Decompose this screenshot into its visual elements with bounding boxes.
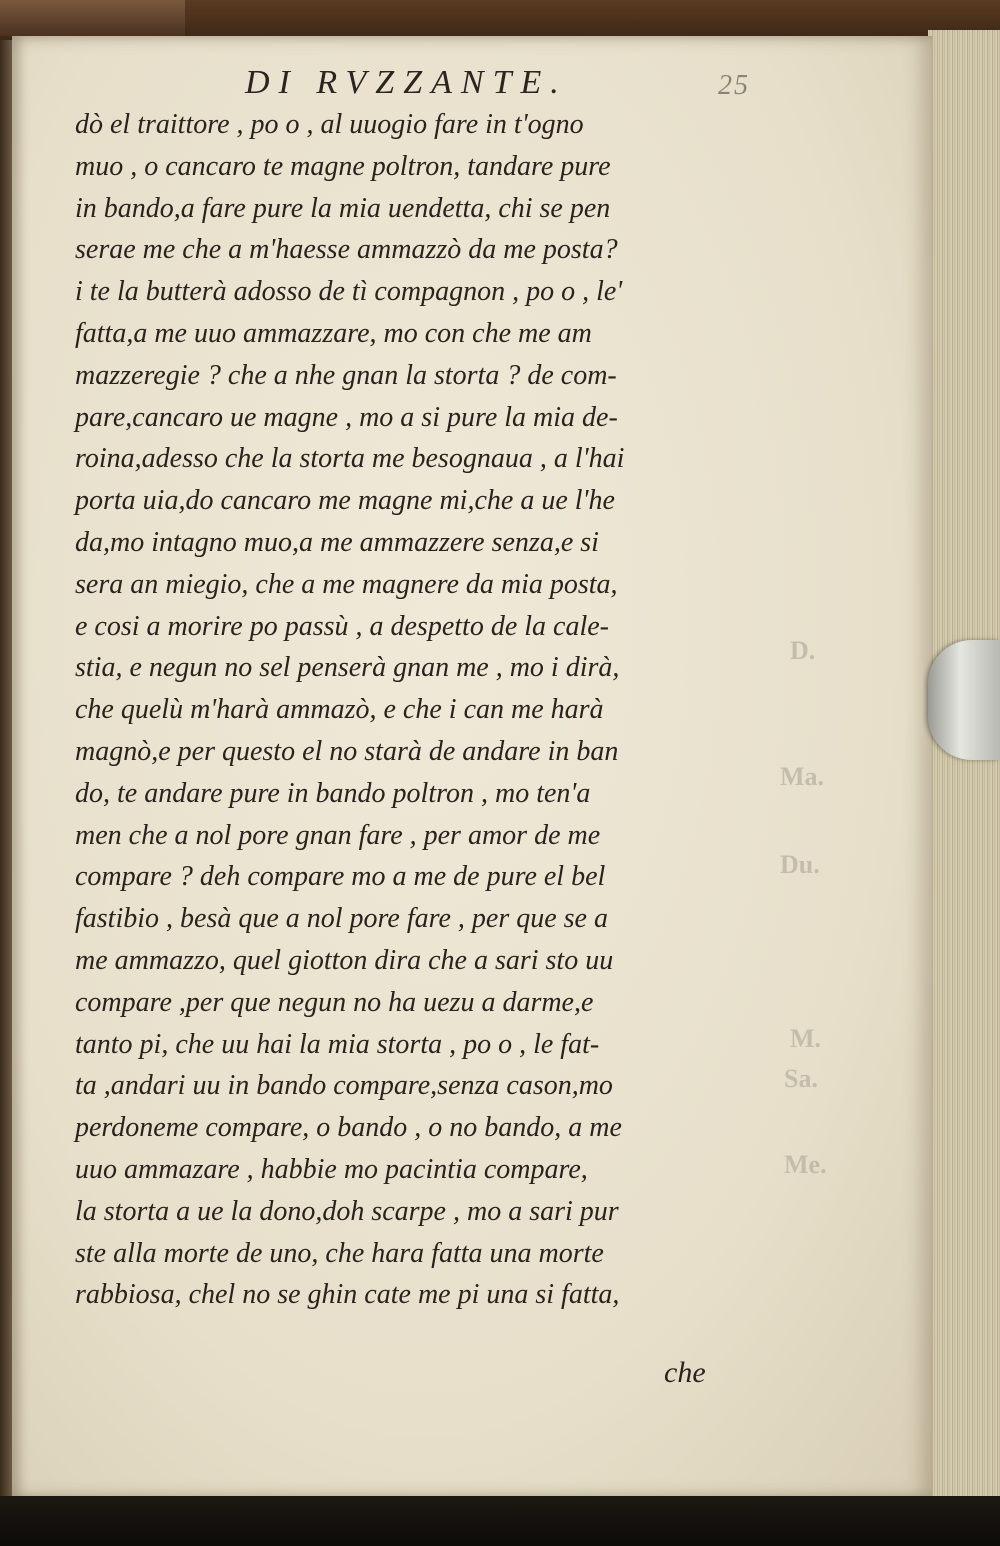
text-line: ta ,andari uu in bando compare,senza cason,mo bbox=[75, 1070, 613, 1102]
show-through-speaker: M. bbox=[790, 1024, 822, 1053]
text-line: che quelù m'harà ammazò, e che i can me harà bbox=[75, 694, 604, 726]
text-line: da,mo intagno muo,a me ammazzere senza,e si bbox=[75, 526, 599, 558]
text-line: rabbiosa, chel no se ghin cate me pi una si fatta, bbox=[75, 1279, 620, 1311]
text-line: me ammazzo, quel giotton dira che a sari sto uu bbox=[75, 944, 614, 976]
text-line: tanto pi, che uu hai la mia storta , po o , le fat- bbox=[75, 1028, 600, 1060]
text-line: serae me che a m'haesse ammazzò da me posta? bbox=[75, 234, 618, 266]
text-block bbox=[75, 104, 755, 1316]
text-line: men che a nol pore gnan fare , per amor de me bbox=[75, 819, 601, 851]
gutter-shadow bbox=[0, 40, 12, 1500]
text-line: perdoneme compare, o bando , o no bando, a me bbox=[75, 1112, 622, 1144]
text-line: in bando,a fare pure la mia uendetta, chi se pen bbox=[75, 192, 611, 224]
text-line: muo , o cancaro te magne poltron, tandare pure bbox=[75, 150, 611, 182]
cover-board bbox=[0, 0, 185, 36]
show-through-speaker: Me. bbox=[784, 1150, 827, 1179]
text-line: i te la butterà adosso de tì compagnon , po o , le' bbox=[75, 276, 623, 308]
text-line: compare ,per que negun no ha uezu a darme,e bbox=[75, 986, 594, 1018]
folio-number: 25 bbox=[718, 70, 750, 101]
text-line: dò el traittore , po o , al uuogio fare in t'ogno bbox=[75, 109, 584, 140]
page-fore-edge bbox=[928, 30, 1000, 1500]
text-line: fastibio , besà que a nol pore fare , per que se a bbox=[75, 903, 608, 935]
text-line: sera an miegio, che a me magnere da mia posta, bbox=[75, 568, 618, 600]
text-line: roina,adesso che la storta me besognaua , a l'hai bbox=[75, 443, 625, 475]
text-line: e cosi a morire po passù , a despetto de la cale- bbox=[75, 610, 609, 642]
text-line: fatta,a me uuo ammazzare, mo con che me am bbox=[75, 317, 592, 349]
show-through-speaker: Sa. bbox=[784, 1064, 818, 1093]
text-line: pare,cancaro ue magne , mo a si pure la mia de- bbox=[75, 401, 618, 433]
show-through-speaker: Du. bbox=[780, 850, 820, 879]
text-line: porta uia,do cancaro me magne mi,che a ue l'he bbox=[75, 485, 615, 517]
text-line: magnò,e per questo el no starà de andare in ban bbox=[75, 735, 619, 767]
text-line: uuo ammazare , habbie mo pacintia compare, bbox=[75, 1153, 588, 1185]
catchword: che bbox=[664, 1356, 706, 1389]
page-clip bbox=[928, 640, 1000, 760]
text-line: la storta a ue la dono,doh scarpe , mo a sari pur bbox=[75, 1195, 619, 1227]
text-line: mazzeregie ? che a nhe gnan la storta ? de com- bbox=[75, 359, 617, 391]
running-head: DI RVZZANTE. bbox=[245, 64, 568, 101]
show-through-speaker: D. bbox=[790, 636, 816, 665]
text-line: compare ? deh compare mo a me de pure el bel bbox=[75, 861, 606, 893]
show-through-speaker: Ma. bbox=[780, 762, 825, 791]
text-line: stia, e negun no sel penserà gnan me , mo i dirà, bbox=[75, 652, 620, 684]
text-line: do, te andare pure in bando poltron , mo ten'a bbox=[75, 777, 591, 809]
book-bottom-edge bbox=[0, 1496, 1000, 1546]
text-line: ste alla morte de uno, che hara fatta una morte bbox=[75, 1237, 604, 1269]
